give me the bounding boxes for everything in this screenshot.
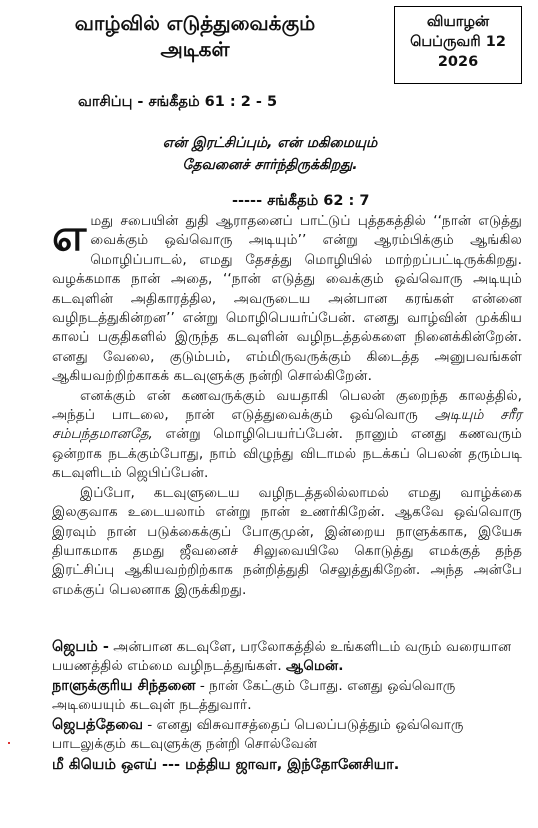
title-line-1: வாழ்வில் எடுத்துவைக்கும் — [74, 11, 316, 35]
paragraph-1 — [52, 212, 522, 387]
key-verse — [110, 132, 430, 176]
thought-row — [52, 677, 528, 716]
prayer-need-text: - எனது விசுவாசத்தைப் பெலப்படுத்தும் ஒவ்வொரு பாடலுக்கும் கடவுளுக்கு நன்றி சொல்வேன் — [52, 716, 464, 753]
prayer-need-label: ஜெபத்தேவை — [52, 716, 143, 733]
prayer-label: ஜெபம் - — [52, 639, 109, 655]
thought-label: நாளுக்குரிய சிந்தனை — [52, 677, 196, 694]
thought-text: - நான் கேட்கும் போது. எனது ஒவ்வொரு அடியையும் கடவுள் நடத்துவார். — [52, 677, 456, 714]
paragraph-2-text-b: என்று மொழிபெயர்ப்பேன். நானும் எனது கணவரும் ஒன்றாக நடக்கும்போது, நாம் விழுந்து விடாமல் நடக்கப் பெலன் தரும்படி கடவுளிடம் ஜெபிப்பேன். — [52, 426, 522, 482]
verse-line-2: தேவனைச் சார்ந்திருக்கிறது. — [182, 157, 358, 173]
drop-cap: எ — [52, 210, 87, 261]
amen-text: ஆமென். — [286, 658, 344, 675]
date-month-day: பெப்ருவரி 12 — [410, 34, 506, 50]
prayer-text: அன்பான கடவுளே, பரலோகத்தில் உங்களிடம் வரும் வரையான பயணத்தில் எம்மை வழிநடத்துங்கள். — [52, 639, 512, 675]
footer-section — [52, 638, 528, 776]
paragraph-2 — [52, 387, 522, 484]
paragraph-2-italic: அடியும் சரீர சம்பந்தமானதே, — [52, 407, 522, 443]
page-title — [0, 10, 390, 62]
date-box — [394, 6, 522, 84]
title-line-2: அடிகள் — [160, 37, 230, 61]
verse-line-1: என் இரட்சிப்பும், என் மகிமையும் — [162, 135, 378, 151]
author-line: மீ கியெம் ஒஎய் --- மத்திய ஜாவா, இந்தோனேசியா. — [52, 757, 400, 774]
devotional-body — [52, 212, 522, 600]
date-year: 2026 — [437, 54, 479, 70]
scripture-reading: வாசிப்பு - சங்கீதம் 61 : 2 - 5 — [78, 94, 278, 110]
paragraph-1-text: மது சபையின் துதி ஆராதனைப் பாட்டுப் புத்தகத்தில் ‘‘நான் எடுத்து வைக்கும் ஒவ்வொரு அடியும்’’ என்று ஆரம்பிக்கும் ஆங்கில மொழிப்பாடல், எமது தேசத்து மொழியில் மாற்றப்பட்டிருக்கிறது. வழக்கமாக நான் அதை, ‘‘நான் எடுத்து வைக்கும் ஒவ்வொரு அடியும் கடவுளின் அதிகாரத்தில, அவருடைய அன்பான கரங்கள் என்னை வழிநடத்துகின்றன’’ என்று மொழிபெயர்ப்பேன். எனது வாழ்வின் முக்கிய காலப் பகுதிகளில் இருந்த கடவுளின் வழிநடத்தல்களை நினைக்கின்றேன். எனது வேலை, குடும்பம், எம்மிருவருக்கும் கிடைத்த அனுபவங்கள் ஆகியவற்றிற்காகக் கடவுளுக்கு நன்றி சொல்கிறேன். — [52, 213, 522, 385]
verse-reference: ----- சங்கீதம் 62 : 7 — [232, 193, 370, 209]
date-day: வியாழன் — [426, 14, 490, 30]
paragraph-2-text-a: எனக்கும் என் கணவருக்கும் வயதாகி பெலன் குறைந்த காலத்தில், அந்தப் பாடலை, நான் எடுத்துவைக்கும் ஒவ்வொரு — [52, 387, 522, 424]
prayer-need-row — [52, 716, 528, 755]
prayer-row — [52, 638, 528, 677]
stray-mark — [8, 742, 10, 744]
paragraph-3: இப்போ, கடவுளுடைய வழிநடத்தலில்லாமல் எமது வாழ்க்கை இலகுவாக உடையலாம் என்று நான் உணர்கிறேன். ஆகவே ஒவ்வொரு இரவும் நான் படுக்கைக்குப் போகுமுன், இன்றைய நாளுக்காக, இயேசு தியாகமாக தமது ஜீவனைச் சிலுவையிலே கொடுத்து எமக்குத் தந்த இரட்சிப்பு ஆகியவற்றிற்காக நன்றித்துதி செலுத்துகிறேன். அந்த அன்பே எமக்குப் பெலனாக இருக்கிறது. — [52, 484, 522, 598]
